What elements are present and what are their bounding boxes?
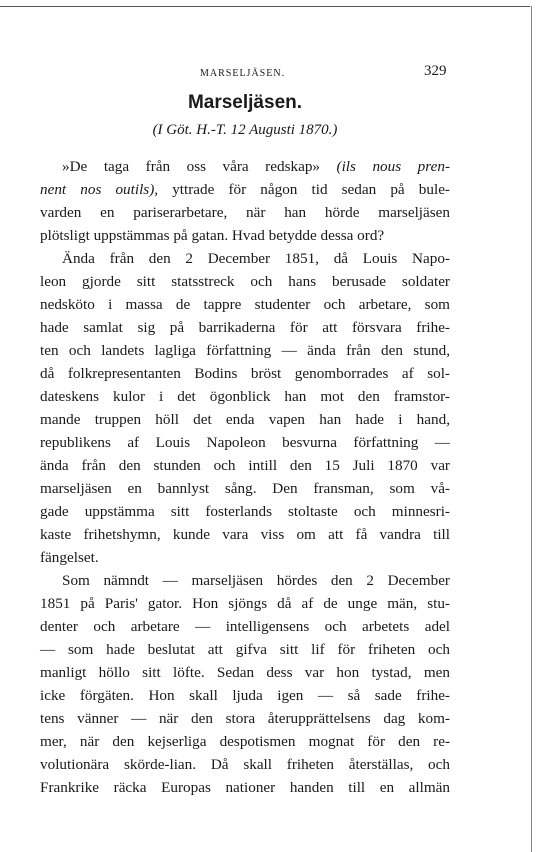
italic-phrase: nent nos outils), xyxy=(40,181,159,198)
text-line xyxy=(40,661,450,684)
text-line xyxy=(40,178,450,201)
text-run: plötsligt uppstämmas på gatan. Hvad betydde dessa ord? xyxy=(40,227,385,244)
text-line xyxy=(40,523,450,546)
paragraph xyxy=(40,569,450,799)
text-line xyxy=(40,569,450,592)
text-line xyxy=(40,638,450,661)
text-run: dateskens kulor i det ögonblick han mot den framstor- xyxy=(40,388,450,405)
text-run: hade samlat sig på barrikaderna för att försvara frihe- xyxy=(40,319,450,336)
text-line xyxy=(40,155,450,178)
text-line xyxy=(40,270,450,293)
text-run: »De taga från oss våra redskap» xyxy=(62,158,337,175)
top-border-rule xyxy=(0,6,530,7)
text-run: då folkrepresentanten Bodins bröst genomborrades af sol- xyxy=(40,365,450,382)
text-run: varden en pariserarbetare, när han hörde marseljäsen xyxy=(40,204,450,221)
italic-phrase: (ils nous pren- xyxy=(336,158,450,175)
text-run: — som hade beslutat att gifva sitt lif för friheten och xyxy=(40,641,450,658)
text-run: mande truppen höll det enda vapen han hade i hand, xyxy=(40,411,450,428)
text-line xyxy=(40,546,450,569)
text-line xyxy=(40,362,450,385)
text-line xyxy=(40,431,450,454)
text-run: fängelset. xyxy=(40,549,99,566)
text-run: volutionära skörde-lian. Då skall friheten återställas, och xyxy=(40,756,450,773)
text-run: denter och arbetare — intelligensens och arbetets adel xyxy=(40,618,450,635)
text-run: kaste frihetshymn, kunde vara viss om att få vandra till xyxy=(40,526,450,543)
text-run: 1851 på Paris' gator. Hon sjöngs då af de unge män, stu- xyxy=(40,595,450,612)
text-run: marseljäsen en bannlyst sång. Den fransman, som vå- xyxy=(40,480,450,497)
text-line xyxy=(40,707,450,730)
text-run: Frankrike räcka Europas nationer handen till en allmän xyxy=(40,779,450,796)
text-run: mer, när den kejserliga despotismen mognat för den re- xyxy=(40,733,450,750)
article-title: Marseljäsen. xyxy=(187,92,303,113)
text-line xyxy=(40,339,450,362)
paragraph xyxy=(40,247,450,569)
text-line xyxy=(40,753,450,776)
text-line xyxy=(40,615,450,638)
text-line xyxy=(40,730,450,753)
paragraph xyxy=(40,155,450,247)
text-run: nedsköto i massa de tappre studenter och arbetare, som xyxy=(40,296,450,313)
text-line xyxy=(40,454,450,477)
text-run: tens vänner — när den stora återupprättelsens dag kom- xyxy=(40,710,450,727)
text-run: ten och landets lagliga författning — ända från den stund, xyxy=(40,342,450,359)
text-run: icke förgäten. Hon skall ljuda igen — så sade frihe- xyxy=(40,687,450,704)
running-header: MARSELJÄSEN. xyxy=(200,68,286,79)
article-subtitle: (I Göt. H.-T. 12 Augusti 1870.) xyxy=(152,122,338,138)
text-run: republikens af Louis Napoleon besvurna författning — xyxy=(40,434,450,451)
text-line xyxy=(40,477,450,500)
text-line xyxy=(40,247,450,270)
text-run: manligt höllo sitt löfte. Sedan dess var hon tystad, men xyxy=(40,664,450,681)
text-line xyxy=(40,293,450,316)
text-run: yttrade för någon tid sedan på bule- xyxy=(158,181,450,198)
text-line xyxy=(40,776,450,799)
text-run: Som nämndt — marseljäsen hördes den 2 December xyxy=(62,572,450,589)
text-line xyxy=(40,385,450,408)
text-line xyxy=(40,408,450,431)
text-run: leon gjorde sitt statsstreck och hans berusade soldater xyxy=(40,273,450,290)
body-text xyxy=(40,155,450,799)
text-line xyxy=(40,684,450,707)
text-line xyxy=(40,201,450,224)
text-line xyxy=(40,592,450,615)
text-run: Ända från den 2 December 1851, då Louis Napo- xyxy=(62,250,450,267)
text-run: gade uppstämma sitt fosterlands stoltaste och minnesri- xyxy=(40,503,450,520)
text-run: ända från den stunden och intill den 15 Juli 1870 var xyxy=(40,457,450,474)
text-line xyxy=(40,500,450,523)
text-line xyxy=(40,224,450,247)
page-number: 329 xyxy=(424,63,447,79)
right-border-rule xyxy=(531,6,532,852)
text-line xyxy=(40,316,450,339)
